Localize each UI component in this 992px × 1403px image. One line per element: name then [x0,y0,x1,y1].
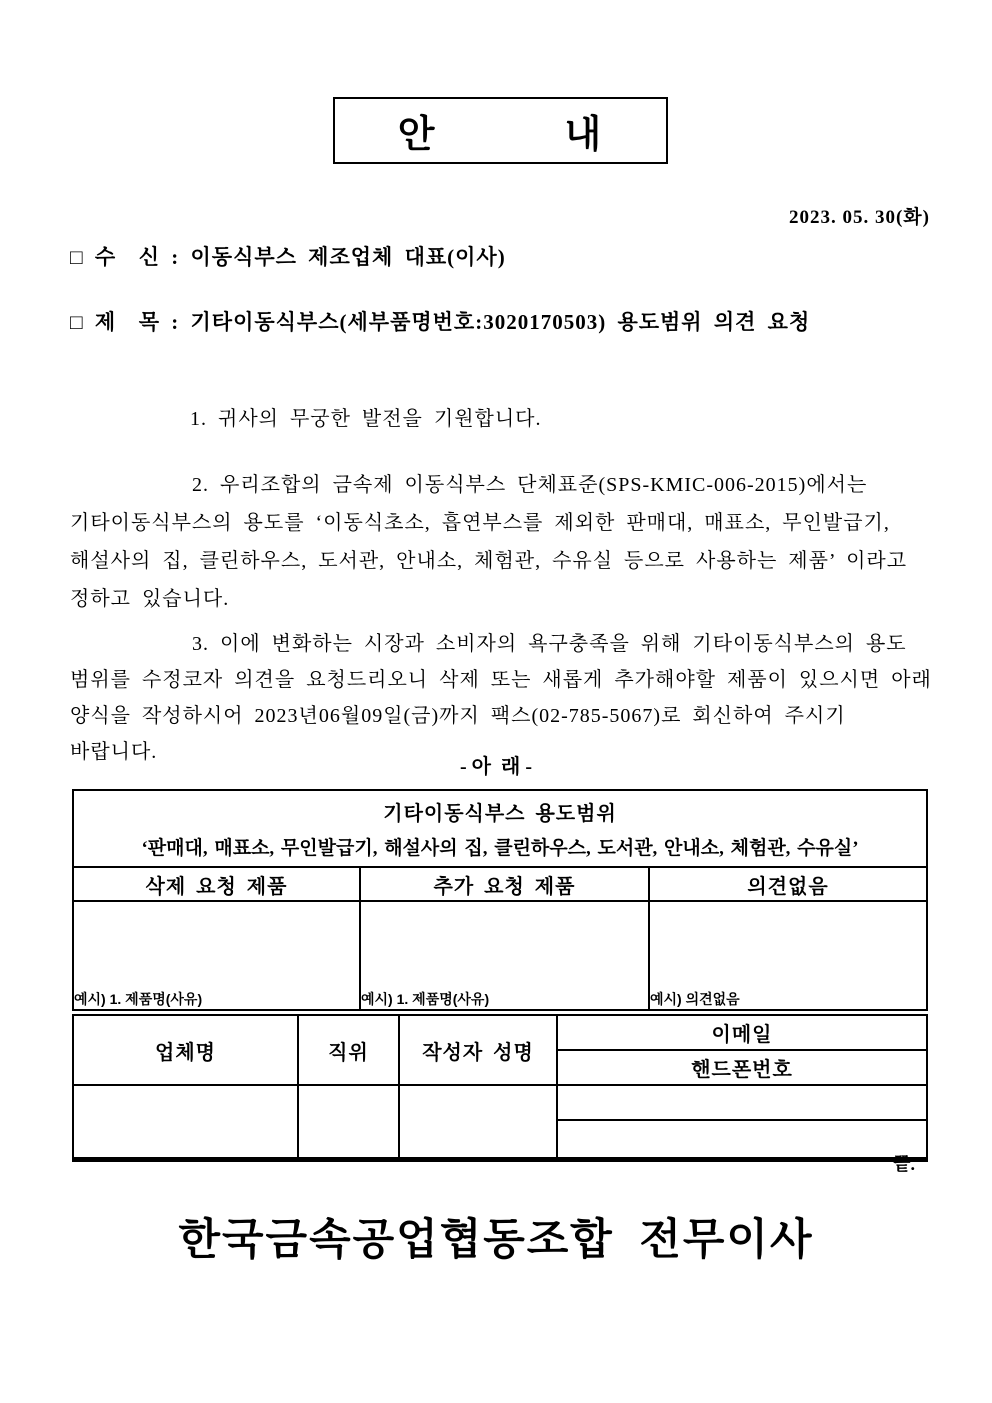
table-separator-line [72,1009,926,1011]
table1-title: 기타이동식부스 용도범위 [383,803,617,825]
paragraph-2 [70,466,907,618]
recipient-label: □ 수 신 : [70,245,180,269]
table2-input-row-top [73,1085,927,1120]
writer-input-cell [399,1085,557,1160]
paragraph-3-line-2: 범위를 수정코자 의견을 요청드리오니 삭제 또는 새롭게 추가해야할 제품이 있으시면 아래 [70,669,932,691]
subject-value: 기타이동식부스(세부품명번호:3020170503) 용도범위 의견 요청 [190,310,811,334]
signature-line: 한국금속공업협동조합 전무이사 [178,1217,814,1264]
table1-header-cell [73,790,927,867]
paragraph-2-line-1: 2. 우리조합의 금속제 이동식부스 단체표준(SPS-KMIC-006-2015)에서는 [192,474,868,496]
paragraph-3-line-3: 양식을 작성하시어 2023년06월09일(금)까지 팩스(02-785-5067)로 회신하여 주시기 [70,705,846,727]
table1-column-header-row [73,867,927,901]
paragraph-3-line-4: 바랍니다. [70,741,158,763]
notice-title-char-2: 내 [564,114,604,156]
notice-title-char-1: 안 [397,114,437,156]
recipient-value: 이동식부스 제조업체 대표(이사) [190,245,506,269]
column-header-delete-request: 삭제 요청 제품 [73,867,360,901]
subject-line [70,306,810,336]
end-mark: 끝. [893,1154,915,1174]
email-input-cell [557,1085,927,1120]
notice-title-box [333,97,668,164]
paragraph-2-line-3: 해설사의 집, 클린하우스, 도서관, 안내소, 체험관, 수유실 등으로 사용하는 제품’ 이라고 [70,550,908,572]
subject-label: □ 제 목 : [70,310,180,334]
recipient-line [70,241,506,271]
paragraph-3 [70,626,932,770]
example-cell-delete-request: 예시) 1. 제품명(사유) [73,901,360,1010]
phone-header-cell: 핸드폰번호 [557,1050,927,1085]
table1-example-row [73,901,927,1010]
email-header-cell: 이메일 [557,1015,927,1050]
column-header-add-request: 추가 요청 제품 [360,867,649,901]
table1-scope: ‘판매대, 매표소, 무인발급기, 해설사의 집, 클린하우스, 도서관, 안내소, 체험관, 수유실’ [141,838,859,859]
contact-info-table [72,1014,928,1162]
table2-header-row-top [73,1015,927,1050]
position-input-cell [298,1085,399,1160]
paragraph-3-line-1: 3. 이에 변화하는 시장과 소비자의 욕구충족을 위해 기타이동식부스의 용도 [192,633,907,655]
column-header-no-opinion: 의견없음 [649,867,927,901]
company-header-cell: 업체명 [73,1015,298,1085]
example-cell-no-opinion: 예시) 의견없음 [649,901,927,1010]
paragraph-2-line-2: 기타이동식부스의 용도를 ‘이동식초소, 흡연부스를 제외한 판매대, 매표소, 무인발급기, [70,512,890,534]
table1-header-row [73,790,927,867]
paragraph-1: 1. 귀사의 무궁한 발전을 기원합니다. [190,408,542,430]
usage-scope-table [72,789,928,1011]
position-header-cell: 직위 [298,1015,399,1085]
company-input-cell [73,1085,298,1160]
paragraph-2-line-4: 정하고 있습니다. [70,588,230,610]
example-cell-add-request: 예시) 1. 제품명(사유) [360,901,649,1010]
below-divider-label: - 아 래 - [460,756,532,778]
phone-input-cell [557,1120,927,1160]
document-date: 2023. 05. 30(화) [788,207,930,228]
writer-header-cell: 작성자 성명 [399,1015,557,1085]
